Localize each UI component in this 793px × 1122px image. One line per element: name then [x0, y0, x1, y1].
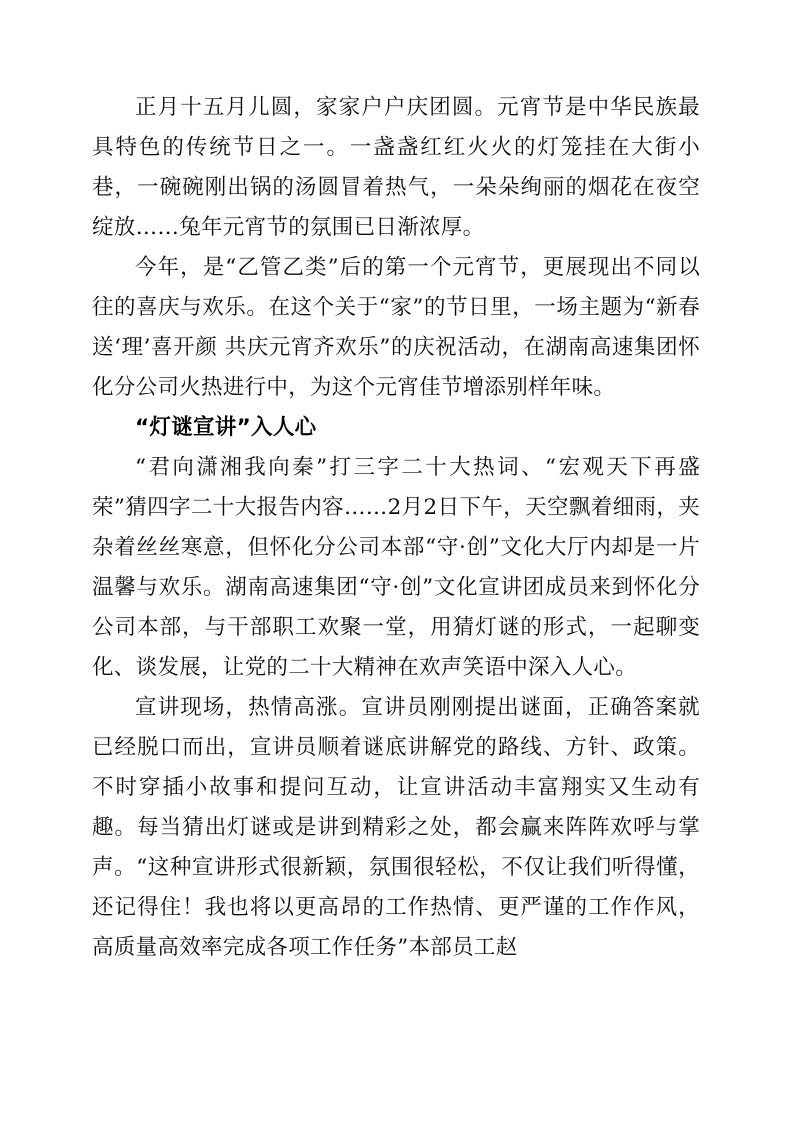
paragraph-1: 正月十五月儿圆，家家户户庆团圆。元宵节是中华民族最具特色的传统节日之一。一盏盏红红火火的灯笼挂在大街小巷，一碗碗刚出锅的汤圆冒着热气，一朵朵绚丽的烟花在夜空绽放……兔年元宵节的氛围已日渐浓厚。	[92, 95, 700, 240]
section-heading: “灯谜宣讲”入人心	[135, 415, 317, 440]
document-body	[92, 88, 700, 968]
paragraph-3: “君向潇湘我向秦”打三字二十大热词、“宏观天下再盛荣”猜四字二十大报告内容……2月2日下午，天空飘着细雨，夹杂着丝丝寒意，但怀化分公司本部“守·创”文化大厅内却是一片温馨与欢乐。湖南高速集团“守·创”文化宣讲团成员来到怀化分公司本部，与干部职工欢聚一堂，用猜灯谜的形式，一起聊变化、谈发展，让党的二十大精神在欢声笑语中深入人心。	[92, 455, 700, 680]
paragraph-2: 今年，是“乙管乙类”后的第一个元宵节，更展现出不同以往的喜庆与欢乐。在这个关于“家”的节日里，一场主题为“新春送‘理’喜开颜 共庆元宵齐欢乐”的庆祝活动，在湖南高速集团怀化分公司火热进行中，为这个元宵佳节增添别样年味。	[92, 255, 700, 400]
paragraph-4: 宣讲现场，热情高涨。宣讲员刚刚提出谜面，正确答案就已经脱口而出，宣讲员顺着谜底讲解党的路线、方针、政策。不时穿插小故事和提问互动，让宣讲活动丰富翔实又生动有趣。每当猜出灯谜或是讲到精彩之处，都会赢来阵阵欢呼与掌声。“这种宣讲形式很新颖，氛围很轻松，不仅让我们听得懂，还记得住！我也将以更高昂的工作热情、更严谨的工作作风，高质量高效率完成各项工作任务”本部员工赵	[92, 695, 700, 960]
